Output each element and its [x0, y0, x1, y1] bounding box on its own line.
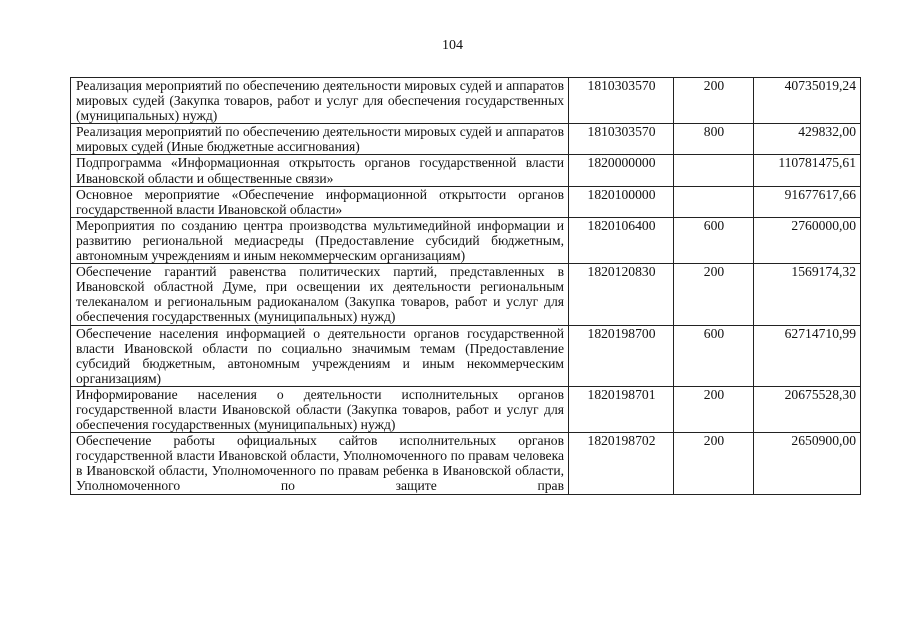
table-row [71, 155, 861, 186]
row-expense-type-cell [674, 155, 754, 186]
row-name-cell: Обеспечение работы официальных сайтов исполнительных органов государственной власти Ивановской области, Уполномоченного по правам человека в Ивановской области, Уполномоченного по правам ребенка в Ивановской области, Уполномоченного по защите прав [71, 433, 569, 494]
row-sum-cell: 429832,00 [754, 124, 861, 155]
table-row [71, 124, 861, 155]
row-code-cell: 1820000000 [569, 155, 674, 186]
row-code-cell: 1820198701 [569, 386, 674, 432]
row-expense-type-cell: 200 [674, 386, 754, 432]
table-row [71, 325, 861, 386]
row-name-cell: Реализация мероприятий по обеспечению деятельности мировых судей и аппаратов мировых судей (Иные бюджетные ассигнования) [71, 124, 569, 155]
page-number: 104 [442, 38, 463, 53]
row-sum-cell: 1569174,32 [754, 264, 861, 325]
row-code-cell: 1820120830 [569, 264, 674, 325]
row-name-cell: Обеспечение населения информацией о деятельности органов государственной власти Ивановской области по социально значимым темам (Предоставление субсидий бюджетным, автономным учреждениям и иным некоммерческим организациям) [71, 325, 569, 386]
row-code-cell: 1810303570 [569, 78, 674, 124]
budget-table [70, 77, 861, 495]
table-row [71, 186, 861, 217]
row-name-cell: Основное мероприятие «Обеспечение информационной открытости органов государственной власти Ивановской области» [71, 186, 569, 217]
row-sum-cell: 40735019,24 [754, 78, 861, 124]
row-sum-cell: 62714710,99 [754, 325, 861, 386]
row-code-cell: 1810303570 [569, 124, 674, 155]
row-sum-cell: 91677617,66 [754, 186, 861, 217]
row-name-cell: Мероприятия по созданию центра производства мультимедийной информации и развитию региональной медиасреды (Предоставление субсидий бюджетным, автономным учреждениям и иным некоммерческим организациям) [71, 217, 569, 263]
row-name-cell: Реализация мероприятий по обеспечению деятельности мировых судей и аппаратов мировых судей (Закупка товаров, работ и услуг для обеспечения государственных (муниципальных) нужд) [71, 78, 569, 124]
row-expense-type-cell [674, 186, 754, 217]
row-sum-cell: 2650900,00 [754, 433, 861, 494]
row-name-cell: Информирование населения о деятельности исполнительных органов государственной власти Ивановской области (Закупка товаров, работ и услуг для обеспечения государственных (муниципальных) нужд) [71, 386, 569, 432]
row-code-cell: 1820198702 [569, 433, 674, 494]
table-row [71, 78, 861, 124]
table-row [71, 386, 861, 432]
table-row [71, 217, 861, 263]
row-name-cell: Подпрограмма «Информационная открытость органов государственной власти Ивановской области и общественные связи» [71, 155, 569, 186]
row-sum-cell: 110781475,61 [754, 155, 861, 186]
row-expense-type-cell: 600 [674, 217, 754, 263]
table-row [71, 264, 861, 325]
row-expense-type-cell: 600 [674, 325, 754, 386]
row-code-cell: 1820106400 [569, 217, 674, 263]
row-code-cell: 1820198700 [569, 325, 674, 386]
row-expense-type-cell: 200 [674, 78, 754, 124]
table-row [71, 433, 861, 494]
row-sum-cell: 2760000,00 [754, 217, 861, 263]
row-name-cell: Обеспечение гарантий равенства политических партий, представленных в Ивановской областной Думе, при освещении их деятельности региональным телеканалом и региональным радиоканалом (Закупка товаров, работ и услуг для обеспечения государственных (муниципальных) нужд) [71, 264, 569, 325]
row-expense-type-cell: 800 [674, 124, 754, 155]
row-code-cell: 1820100000 [569, 186, 674, 217]
row-sum-cell: 20675528,30 [754, 386, 861, 432]
row-expense-type-cell: 200 [674, 433, 754, 494]
row-expense-type-cell: 200 [674, 264, 754, 325]
